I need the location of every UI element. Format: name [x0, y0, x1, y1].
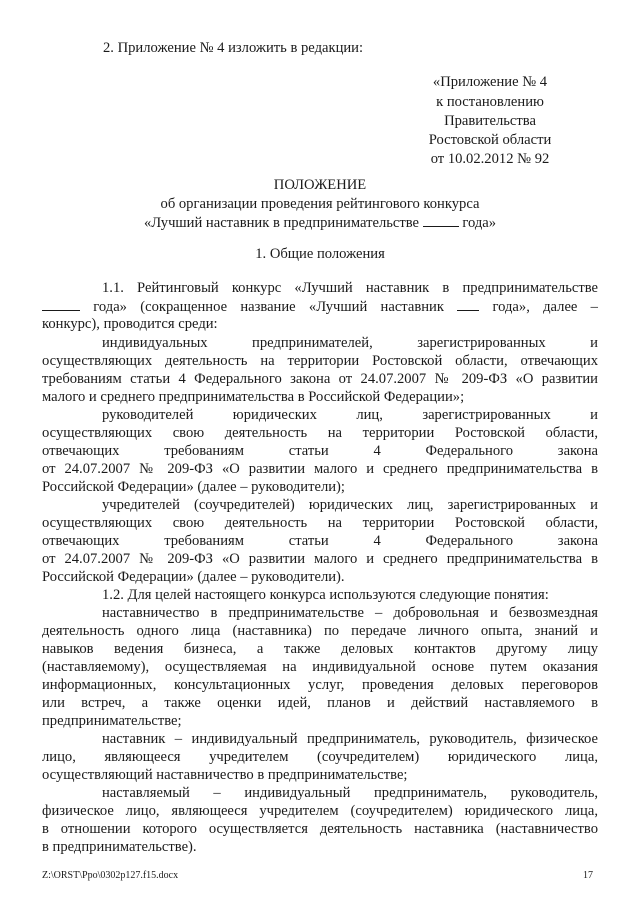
text-line: учредителей (соучредителей) юридических лиц, зарегистрированных и	[102, 497, 598, 513]
text-line: в предпринимательстве).	[42, 839, 197, 855]
appendix-line-1: «Приложение № 4	[432, 74, 548, 90]
text-line: 1.1. Рейтинговый конкурс «Лучший наставник в предпринимательстве	[102, 280, 598, 296]
text-line: конкурс), проводится среди:	[42, 316, 218, 332]
text-line: предпринимательстве;	[42, 713, 182, 729]
footer-file-path: Z:\ORST\Ppo\0302p127.f15.docx	[42, 870, 179, 881]
text-line: или встреч, а также оценки идей, планов и действий наставляемого в	[42, 695, 598, 711]
text-line: навыков ведения бизнеса, а также деловых контактов другому лицу	[42, 641, 598, 657]
appendix-line-2: к постановлению	[436, 94, 544, 110]
text-line: 1.2. Для целей настоящего конкурса используются следующие понятия:	[102, 587, 549, 603]
text-line: осуществляющий наставничество в предпринимательстве;	[42, 767, 408, 783]
text-line: наставляемый – индивидуальный предприниматель, руководитель,	[102, 785, 598, 801]
document-subtitle-1: об организации проведения рейтингового конкурса	[160, 196, 480, 212]
footer-page-number: 17	[583, 870, 593, 881]
appendix-line-5: от 10.02.2012 № 92	[430, 151, 550, 167]
intro-line: 2. Приложение № 4 изложить в редакции:	[103, 40, 364, 56]
year-blank	[423, 214, 459, 227]
text-line: физическое лицо, являющееся учредителем (соучредителем) юридического лица,	[42, 803, 598, 819]
appendix-line-4: Ростовской области	[428, 132, 552, 148]
text-line: осуществляющих свою деятельность на территории Ростовской области,	[42, 515, 598, 531]
text-line: деятельность одного лица (наставника) по передаче личного опыта, знаний и	[42, 623, 598, 639]
text-line: (наставляемому), осуществляемая на индивидуальной основе путем оказания	[42, 659, 598, 675]
text-line: осуществляющих деятельность на территории Ростовской области, отвечающих	[42, 353, 598, 369]
text-line: от 24.07.2007 № 209-ФЗ «О развитии малого и среднего предпринимательства в	[42, 461, 598, 477]
text-line: осуществляющих свою деятельность на территории Ростовской области,	[42, 425, 598, 441]
text-line: руководителей юридических лиц, зарегистрированных и	[102, 407, 598, 423]
year-blank	[42, 298, 80, 311]
text-line: отвечающих требованиям статьи 4 Федерального закона	[42, 443, 598, 459]
document-heading: ПОЛОЖЕНИЕ	[273, 177, 367, 193]
text-line: Российской Федерации» (далее – руководители);	[42, 479, 345, 495]
text-line: информационных, консультационных услуг, проведения деловых переговоров	[42, 677, 598, 693]
text-line: наставничество в предпринимательстве – добровольная и безвозмездная	[102, 605, 598, 621]
text-line: отвечающих требованиям статьи 4 Федерального закона	[42, 533, 598, 549]
text-line: индивидуальных предпринимателей, зарегистрированных и	[102, 335, 598, 351]
text-line: малого и среднего предпринимательства в Российской Федерации»;	[42, 389, 465, 405]
text-line: в отношении которого осуществляется деятельность наставника (наставничество	[42, 821, 598, 837]
year-blank	[457, 298, 479, 311]
text-line: лицо, являющееся учредителем (соучредителем) юридического лица,	[42, 749, 598, 765]
appendix-line-3: Правительства	[444, 113, 536, 129]
text-line: Российской Федерации» (далее – руководители).	[42, 569, 345, 585]
document-subtitle-2: «Лучший наставник в предпринимательстве года»	[143, 215, 497, 231]
text-line: года» (сокращенное название «Лучший наставник года», далее –	[42, 298, 598, 316]
text-line: от 24.07.2007 № 209-ФЗ «О развитии малого и среднего предпринимательства в	[42, 551, 598, 567]
section-heading: 1. Общие положения	[255, 246, 385, 262]
text-line: наставник – индивидуальный предприниматель, руководитель, физическое	[102, 731, 598, 747]
text-line: требованиям статьи 4 Федерального закона от 24.07.2007 № 209-ФЗ «О развитии	[42, 371, 598, 387]
